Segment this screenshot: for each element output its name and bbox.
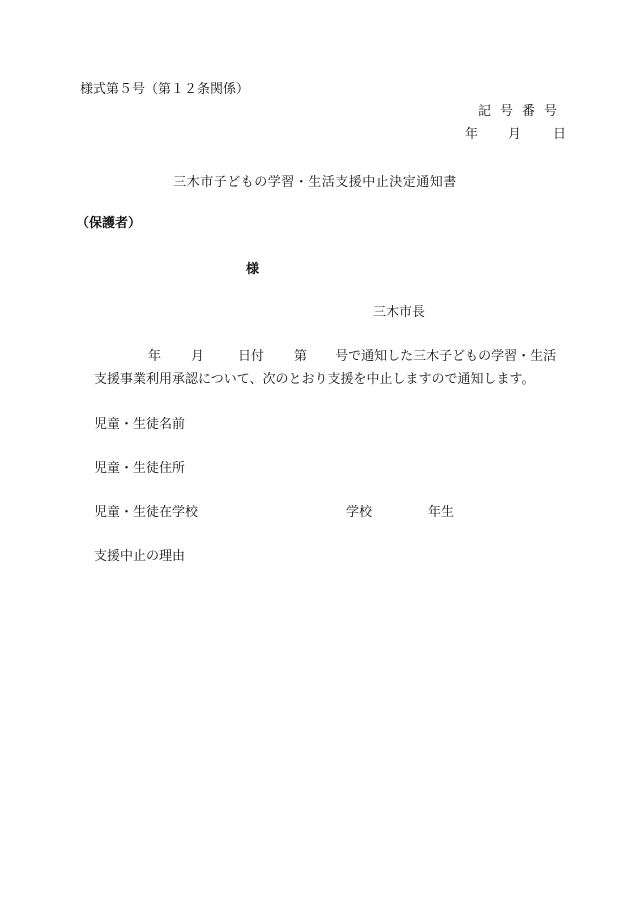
grade-suffix-label: 年生 <box>428 505 455 520</box>
body-year: 年 <box>148 349 162 364</box>
body-text-line-2: 支援事業利用承認について、次のとおり支援を中止しますので通知します。 <box>94 372 535 387</box>
body-line1-rest: 号で通知した三木子どもの学習・生活 <box>335 349 557 364</box>
child-address-label: 児童・生徒住所 <box>94 461 186 476</box>
body-month: 月 <box>191 349 205 364</box>
child-name-label: 児童・生徒名前 <box>94 417 186 432</box>
document-date <box>465 127 566 143</box>
child-school-label: 児童・生徒在学校 <box>94 505 199 520</box>
date-year: 年 <box>464 127 478 142</box>
document-number-label: 記号番号 <box>477 104 566 119</box>
body-text-line-1 <box>148 349 556 365</box>
body-date-suffix: 日付 <box>238 349 265 364</box>
date-day: 日 <box>552 127 566 142</box>
body-number-prefix: 第 <box>294 349 308 364</box>
date-month: 月 <box>507 127 521 142</box>
form-number: 様式第５号（第１２条関係） <box>80 82 250 97</box>
sender-name: 三木市長 <box>373 305 426 320</box>
recipient-honorific: 様 <box>246 262 260 277</box>
stop-reason-label: 支援中止の理由 <box>94 549 186 564</box>
recipient-label: （保護者） <box>76 216 142 231</box>
document-title: 三木市子どもの学習・生活支援中止決定通知書 <box>173 175 457 190</box>
school-suffix-label: 学校 <box>346 505 373 520</box>
